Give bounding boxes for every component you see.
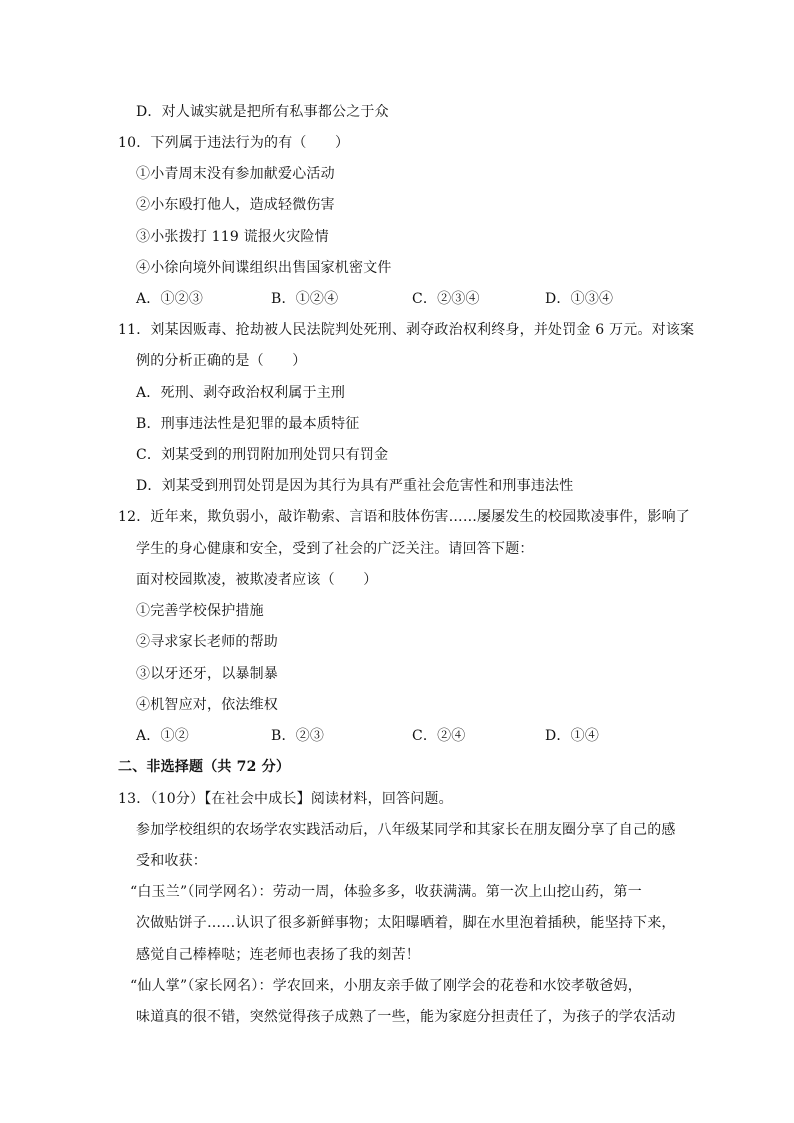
q10-stem: 10．下列属于违法行为的有（ ） [118, 135, 350, 151]
q10-option-d: D．①③④ [545, 291, 614, 307]
q9-option-d: D．对人诚实就是把所有私事都公之于众 [136, 104, 389, 120]
q13-para2-line1: “白玉兰”（同学网名）：劳动一周，体验多多，收获满满。第一次上山挖山药，第一 [130, 884, 642, 900]
q11-option-b: B．刑事违法性是犯罪的最本质特征 [136, 416, 360, 432]
q10-option-b: B．①②④ [271, 291, 339, 307]
q13-para1-line1: 参加学校组织的农场学农实践活动后，八年级某同学和其家长在朋友圈分享了自己的感 [136, 822, 676, 838]
q13-para3-line2: 味道真的很不错，突然觉得孩子成熟了一些，能为家庭分担责任了，为孩子的学农活动 [136, 1009, 676, 1025]
q12-item-3: ③以牙还牙，以暴制暴 [136, 666, 278, 682]
q12-option-a: A．①② [136, 728, 189, 744]
q13-para3-line1: “仙人掌”（家长网名）：学农回来，小朋友亲手做了刚学会的花卷和水饺孝敬爸妈， [130, 978, 642, 994]
q13-para2-line2: 次做贴饼子……认识了很多新鲜事物；太阳曝晒着，脚在水里泡着插秧，能坚持下来， [136, 915, 676, 931]
q13-para1-line2: 受和收获： [136, 853, 207, 869]
q12-item-4: ④机智应对，依法维权 [136, 697, 278, 713]
q11-option-a: A．死刑、剥夺政治权利属于主刑 [136, 385, 346, 401]
q10-item-1: ①小青周末没有参加献爱心活动 [136, 166, 335, 182]
q10-item-2: ②小东殴打他人，造成轻微伤害 [136, 197, 335, 213]
q12-item-1: ①完善学校保护措施 [136, 603, 264, 619]
q13-para2-line3: 感觉自己棒棒哒；连老师也表扬了我的刻苦！ [136, 947, 420, 963]
q12-item-2: ②寻求家长老师的帮助 [136, 634, 278, 650]
q12-stem-line2: 学生的身心健康和安全，受到了社会的广泛关注。请回答下题： [136, 541, 534, 557]
q11-option-c: C．刘某受到的刑罚附加刑处罚只有罚金 [136, 447, 389, 463]
q10-item-4: ④小徐向境外间谍组织出售国家机密文件 [136, 260, 392, 276]
section-heading: 二、非选择题（共 72 分） [118, 759, 291, 775]
q12-option-b: B．②③ [271, 728, 325, 744]
q10-option-c: C．②③④ [412, 291, 480, 307]
q12-stem-line1: 12．近年来，欺负弱小，敲诈勒索、言语和肢体伤害……屡屡发生的校园欺凌事件，影响了 [118, 509, 691, 525]
q12-option-d: D．①④ [545, 728, 600, 744]
q11-stem-line1: 11．刘某因贩毒、抢劫被人民法院判处死刑、剥夺政治权利终身，并处罚金 6 万元。对该案 [118, 322, 695, 338]
q12-option-c: C．②④ [412, 728, 466, 744]
q12-sub-question: 面对校园欺凌，被欺凌者应该（ ） [136, 572, 378, 588]
q13-stem: 13．（10分）【在社会中成长】阅读材料，回答问题。 [118, 791, 453, 807]
q10-item-3: ③小张拨打 119 谎报火灾险情 [136, 229, 329, 245]
q11-stem-line2: 例的分析正确的是（ ） [136, 353, 307, 369]
q10-option-a: A．①②③ [136, 291, 204, 307]
q11-option-d: D．刘某受到刑罚处罚是因为其行为具有严重社会危害性和刑事违法性 [136, 478, 574, 494]
